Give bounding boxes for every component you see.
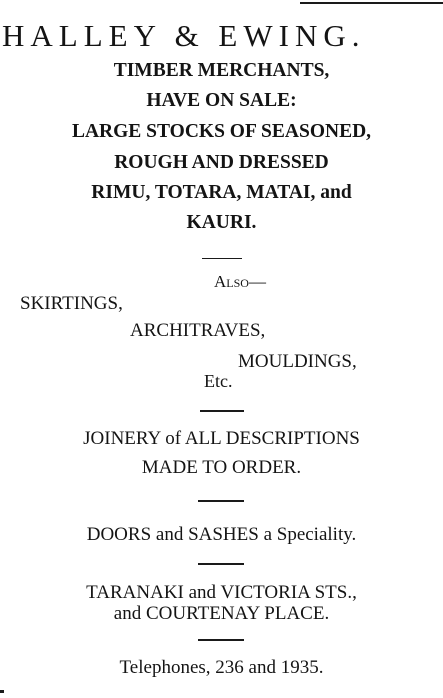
- woods-line: RIMU, TOTARA, MATAI, and: [91, 182, 352, 203]
- skirtings-line: SKIRTINGS,: [20, 293, 123, 314]
- address-line-1: TARANAKI and VICTORIA STS.,: [86, 582, 357, 603]
- trade-heading: TIMBER MERCHANTS,: [113, 60, 330, 81]
- stocks-line: LARGE STOCKS OF SEASONED,: [71, 121, 372, 142]
- corner-mark: [0, 690, 4, 693]
- divider-rule: [198, 639, 244, 641]
- etc-line: Etc.: [204, 371, 233, 391]
- firm-name: HALLEY & EWING.: [2, 18, 366, 53]
- architraves-line: ARCHITRAVES,: [130, 320, 266, 341]
- telephones-line: Telephones, 236 and 1935.: [119, 657, 324, 678]
- kauri-line: KAURI.: [186, 212, 257, 233]
- address-line-2: and COURTENAY PLACE.: [113, 603, 330, 624]
- made-to-order-line: MADE TO ORDER.: [141, 457, 302, 478]
- joinery-line: JOINERY of ALL DESCRIPTIONS: [83, 428, 360, 449]
- divider-rule: [200, 410, 244, 412]
- divider-rule: [202, 258, 242, 259]
- on-sale-line: HAVE ON SALE:: [146, 90, 297, 111]
- rough-dressed-line: ROUGH AND DRESSED: [114, 152, 329, 173]
- divider-rule: [198, 563, 244, 565]
- divider-rule: [198, 500, 244, 502]
- also-line: Also—: [214, 272, 266, 291]
- doors-sashes-line: DOORS and SASHES a Speciality.: [86, 524, 357, 545]
- mouldings-line: MOULDINGS,: [238, 351, 357, 372]
- top-border-rule: [300, 2, 443, 4]
